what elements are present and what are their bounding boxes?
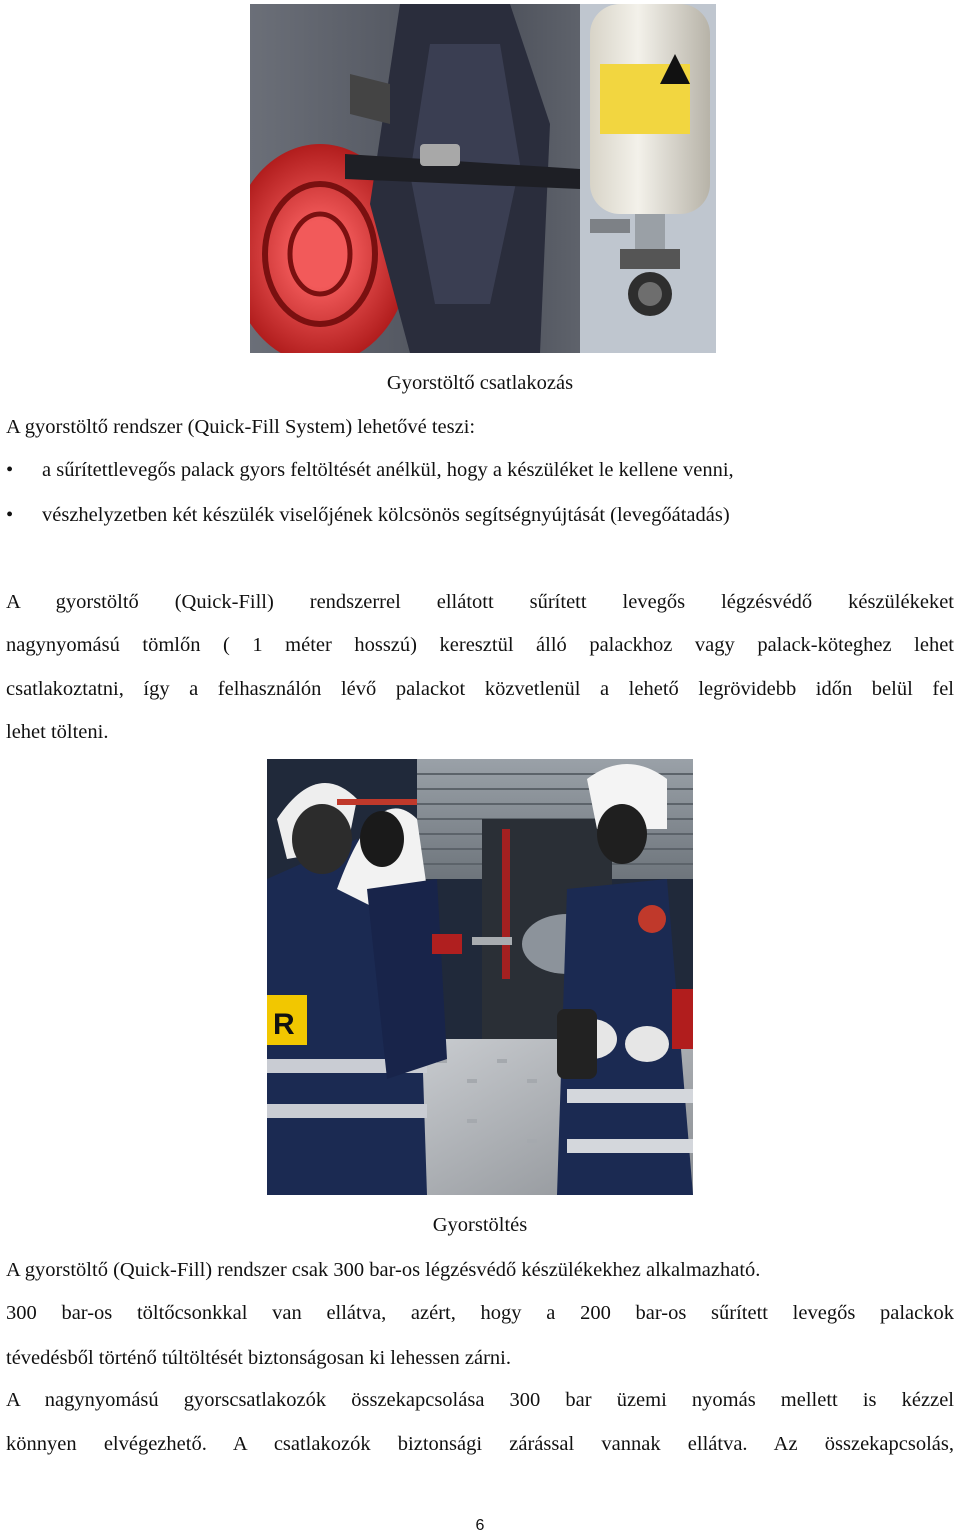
quick-fill-connection-illustration bbox=[250, 4, 716, 353]
bullet-icon: • bbox=[6, 504, 14, 526]
paragraph1-line-2: nagynyomású tömlőn ( 1 méter hosszú) keresztül álló palackhoz vagy palack-köteghez lehet bbox=[6, 634, 954, 656]
paragraph2-line-5: könnyen elvégezhető. A csatlakozók biztonsági zárással vannak ellátva. Az összekapcsolás, bbox=[6, 1433, 954, 1455]
page-number: 6 bbox=[475, 1517, 485, 1534]
figure1-caption: Gyorstöltő csatlakozás bbox=[386, 372, 574, 394]
bullet-icon: • bbox=[6, 459, 14, 481]
bullet-text: a sűrítettlevegős palack gyors feltöltését anélkül, hogy a készüléket le kellene venni, bbox=[42, 459, 734, 481]
paragraph2-line-1: A gyorstöltő (Quick-Fill) rendszer csak 300 bar-os légzésvédő készülékekhez alkalmazható. bbox=[6, 1259, 761, 1281]
jacket-letter-badge: R bbox=[273, 1008, 295, 1041]
paragraph2-line-3: tévedésből történő túltöltését biztonságosan ki lehessen zárni. bbox=[6, 1347, 511, 1369]
paragraph2-line-4: A nagynyomású gyorscsatlakozók összekapcsolása 300 bar üzemi nyomás mellett is kézzel bbox=[6, 1389, 954, 1411]
paragraph1-line-3: csatlakoztatni, így a felhasználón lévő palackot közvetlenül a lehető legrövidebb időn belül fel bbox=[6, 678, 954, 700]
figure2-caption: Gyorstöltés bbox=[432, 1214, 528, 1236]
paragraph1-line-1: A gyorstöltő (Quick-Fill) rendszerrel ellátott sűrített levegős légzésvédő készülékeket bbox=[6, 591, 954, 613]
quick-fill-operation-illustration bbox=[267, 759, 693, 1195]
quick-fill-connection-photo bbox=[250, 4, 716, 353]
intro-lead: A gyorstöltő rendszer (Quick-Fill System) lehetővé teszi: bbox=[6, 416, 476, 438]
paragraph1-line-4: lehet tölteni. bbox=[6, 721, 109, 743]
paragraph2-line-2: 300 bar-os töltőcsonkkal van ellátva, azért, hogy a 200 bar-os sűrített levegős palackok bbox=[6, 1302, 954, 1324]
quick-fill-operation-photo bbox=[267, 759, 693, 1195]
bullet-text: vészhelyzetben két készülék viselőjének kölcsönös segítségnyújtását (levegőátadás) bbox=[42, 504, 730, 526]
